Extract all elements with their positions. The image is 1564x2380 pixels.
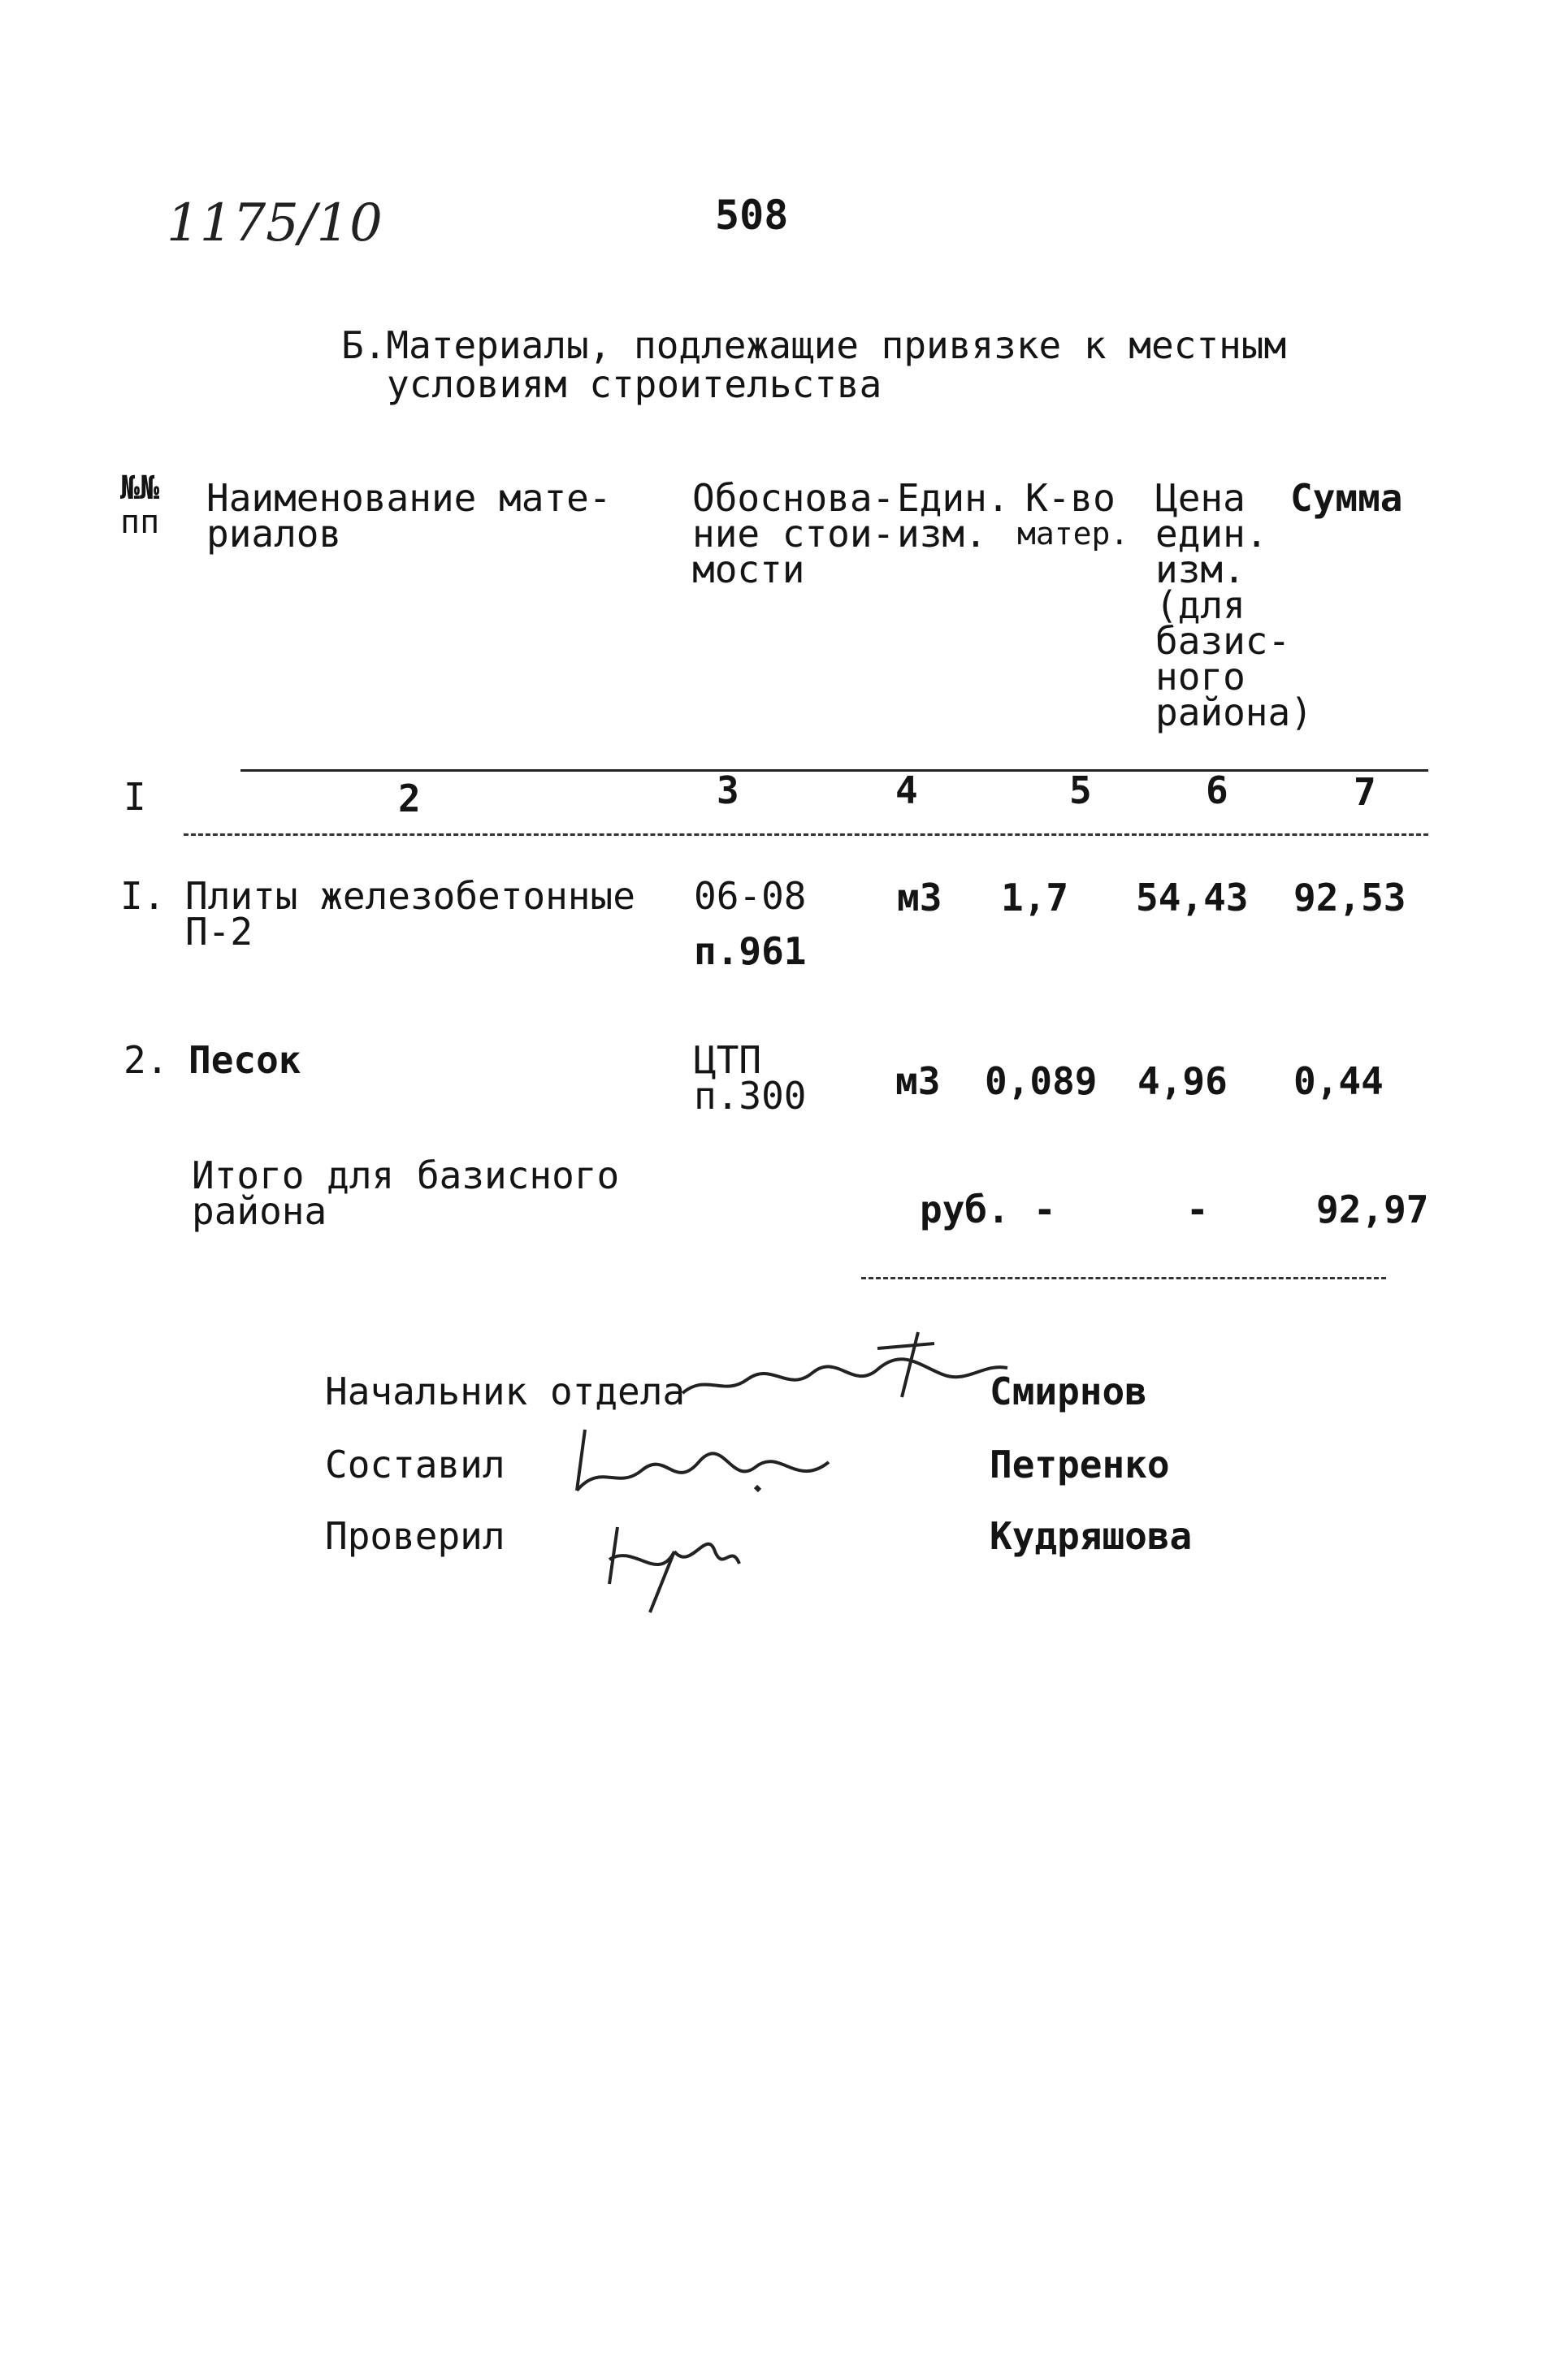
column-number-4: 4 xyxy=(895,768,918,812)
column-number-5: 5 xyxy=(1069,768,1092,812)
row-basis-line2: п.300 xyxy=(694,1074,807,1118)
column-number-top-rule xyxy=(240,769,1428,772)
header-basis-line2: ние стои- xyxy=(692,512,895,556)
row-unit: м3 xyxy=(895,1059,941,1103)
row-price: 4,96 xyxy=(1137,1059,1228,1103)
header-price-line2: един. xyxy=(1155,512,1268,556)
row-qty: 0,089 xyxy=(985,1059,1098,1103)
row-num: 2. xyxy=(123,1038,169,1082)
handwritten-signature-compiler xyxy=(569,1413,861,1503)
header-price-line3: изм. xyxy=(1155,547,1246,591)
header-price-line4: (для xyxy=(1155,583,1246,627)
row-sum: 0,44 xyxy=(1293,1059,1384,1103)
total-unit: руб. xyxy=(920,1188,1010,1231)
total-sum: 92,97 xyxy=(1316,1188,1429,1231)
header-unit-line2: изм. xyxy=(897,512,987,556)
signature-role: Проверил xyxy=(325,1514,505,1558)
handwritten-signature-head xyxy=(674,1316,1016,1413)
total-qty: - xyxy=(1033,1188,1056,1231)
total-price: - xyxy=(1186,1188,1209,1231)
row-basis-line1: ЦТП xyxy=(694,1038,762,1082)
column-number-7: 7 xyxy=(1354,770,1376,814)
row-name-line1: Песок xyxy=(188,1038,301,1082)
total-bottom-rule xyxy=(861,1277,1386,1279)
doc-code: 1175/10 xyxy=(167,193,383,253)
header-qty-line2: матер. xyxy=(1017,516,1129,552)
handwritten-signature-checker xyxy=(601,1495,747,1616)
row-basis-line1: 06-08 xyxy=(694,874,807,918)
column-number-2: 2 xyxy=(398,777,421,820)
header-basis-line3: мости xyxy=(692,547,805,591)
column-number-6: 6 xyxy=(1206,768,1228,812)
header-unit-line1: Един. xyxy=(897,476,1010,520)
signature-role: Составил xyxy=(325,1443,505,1486)
row-name-line2: П-2 xyxy=(185,910,253,954)
row-unit: м3 xyxy=(897,876,942,920)
header-price-line5: базис- xyxy=(1155,619,1291,663)
section-title-line1: Б.Материалы, подлежащие привязке к местным xyxy=(341,323,1287,367)
total-label-line1: Итого для базисного xyxy=(192,1153,620,1197)
column-number-bottom-rule xyxy=(184,833,1428,836)
header-price-line1: Цена xyxy=(1155,476,1246,520)
signature-role: Начальник отдела xyxy=(325,1370,686,1413)
header-name-line1: Наименование мате- xyxy=(206,476,612,520)
row-name-line1: Плиты железобетонные xyxy=(185,874,635,918)
column-number-1: I xyxy=(123,775,146,819)
row-qty: 1,7 xyxy=(1001,876,1069,920)
row-price: 54,43 xyxy=(1136,876,1249,920)
header-num-line2: пп xyxy=(120,504,160,541)
page-number: 508 xyxy=(715,192,789,239)
header-basis-line1: Обоснова- xyxy=(692,476,895,520)
row-sum: 92,53 xyxy=(1293,876,1406,920)
row-num: I. xyxy=(120,874,166,918)
signature-name: Кудряшова xyxy=(990,1514,1193,1558)
header-sum: Сумма xyxy=(1290,476,1403,520)
signature-name: Петренко xyxy=(990,1443,1170,1486)
signature-name: Смирнов xyxy=(990,1370,1147,1413)
header-price-line7: района) xyxy=(1155,690,1313,734)
header-qty-line1: К-во xyxy=(1025,476,1116,520)
header-num-line1: №№ xyxy=(120,470,160,507)
column-number-3: 3 xyxy=(717,768,739,812)
header-name-line2: риалов xyxy=(206,512,342,556)
row-basis-line2: п.961 xyxy=(694,929,807,973)
header-price-line6: ного xyxy=(1155,655,1246,699)
total-label-line2: района xyxy=(192,1189,327,1233)
section-title-line2: условиям строительства xyxy=(387,362,882,406)
